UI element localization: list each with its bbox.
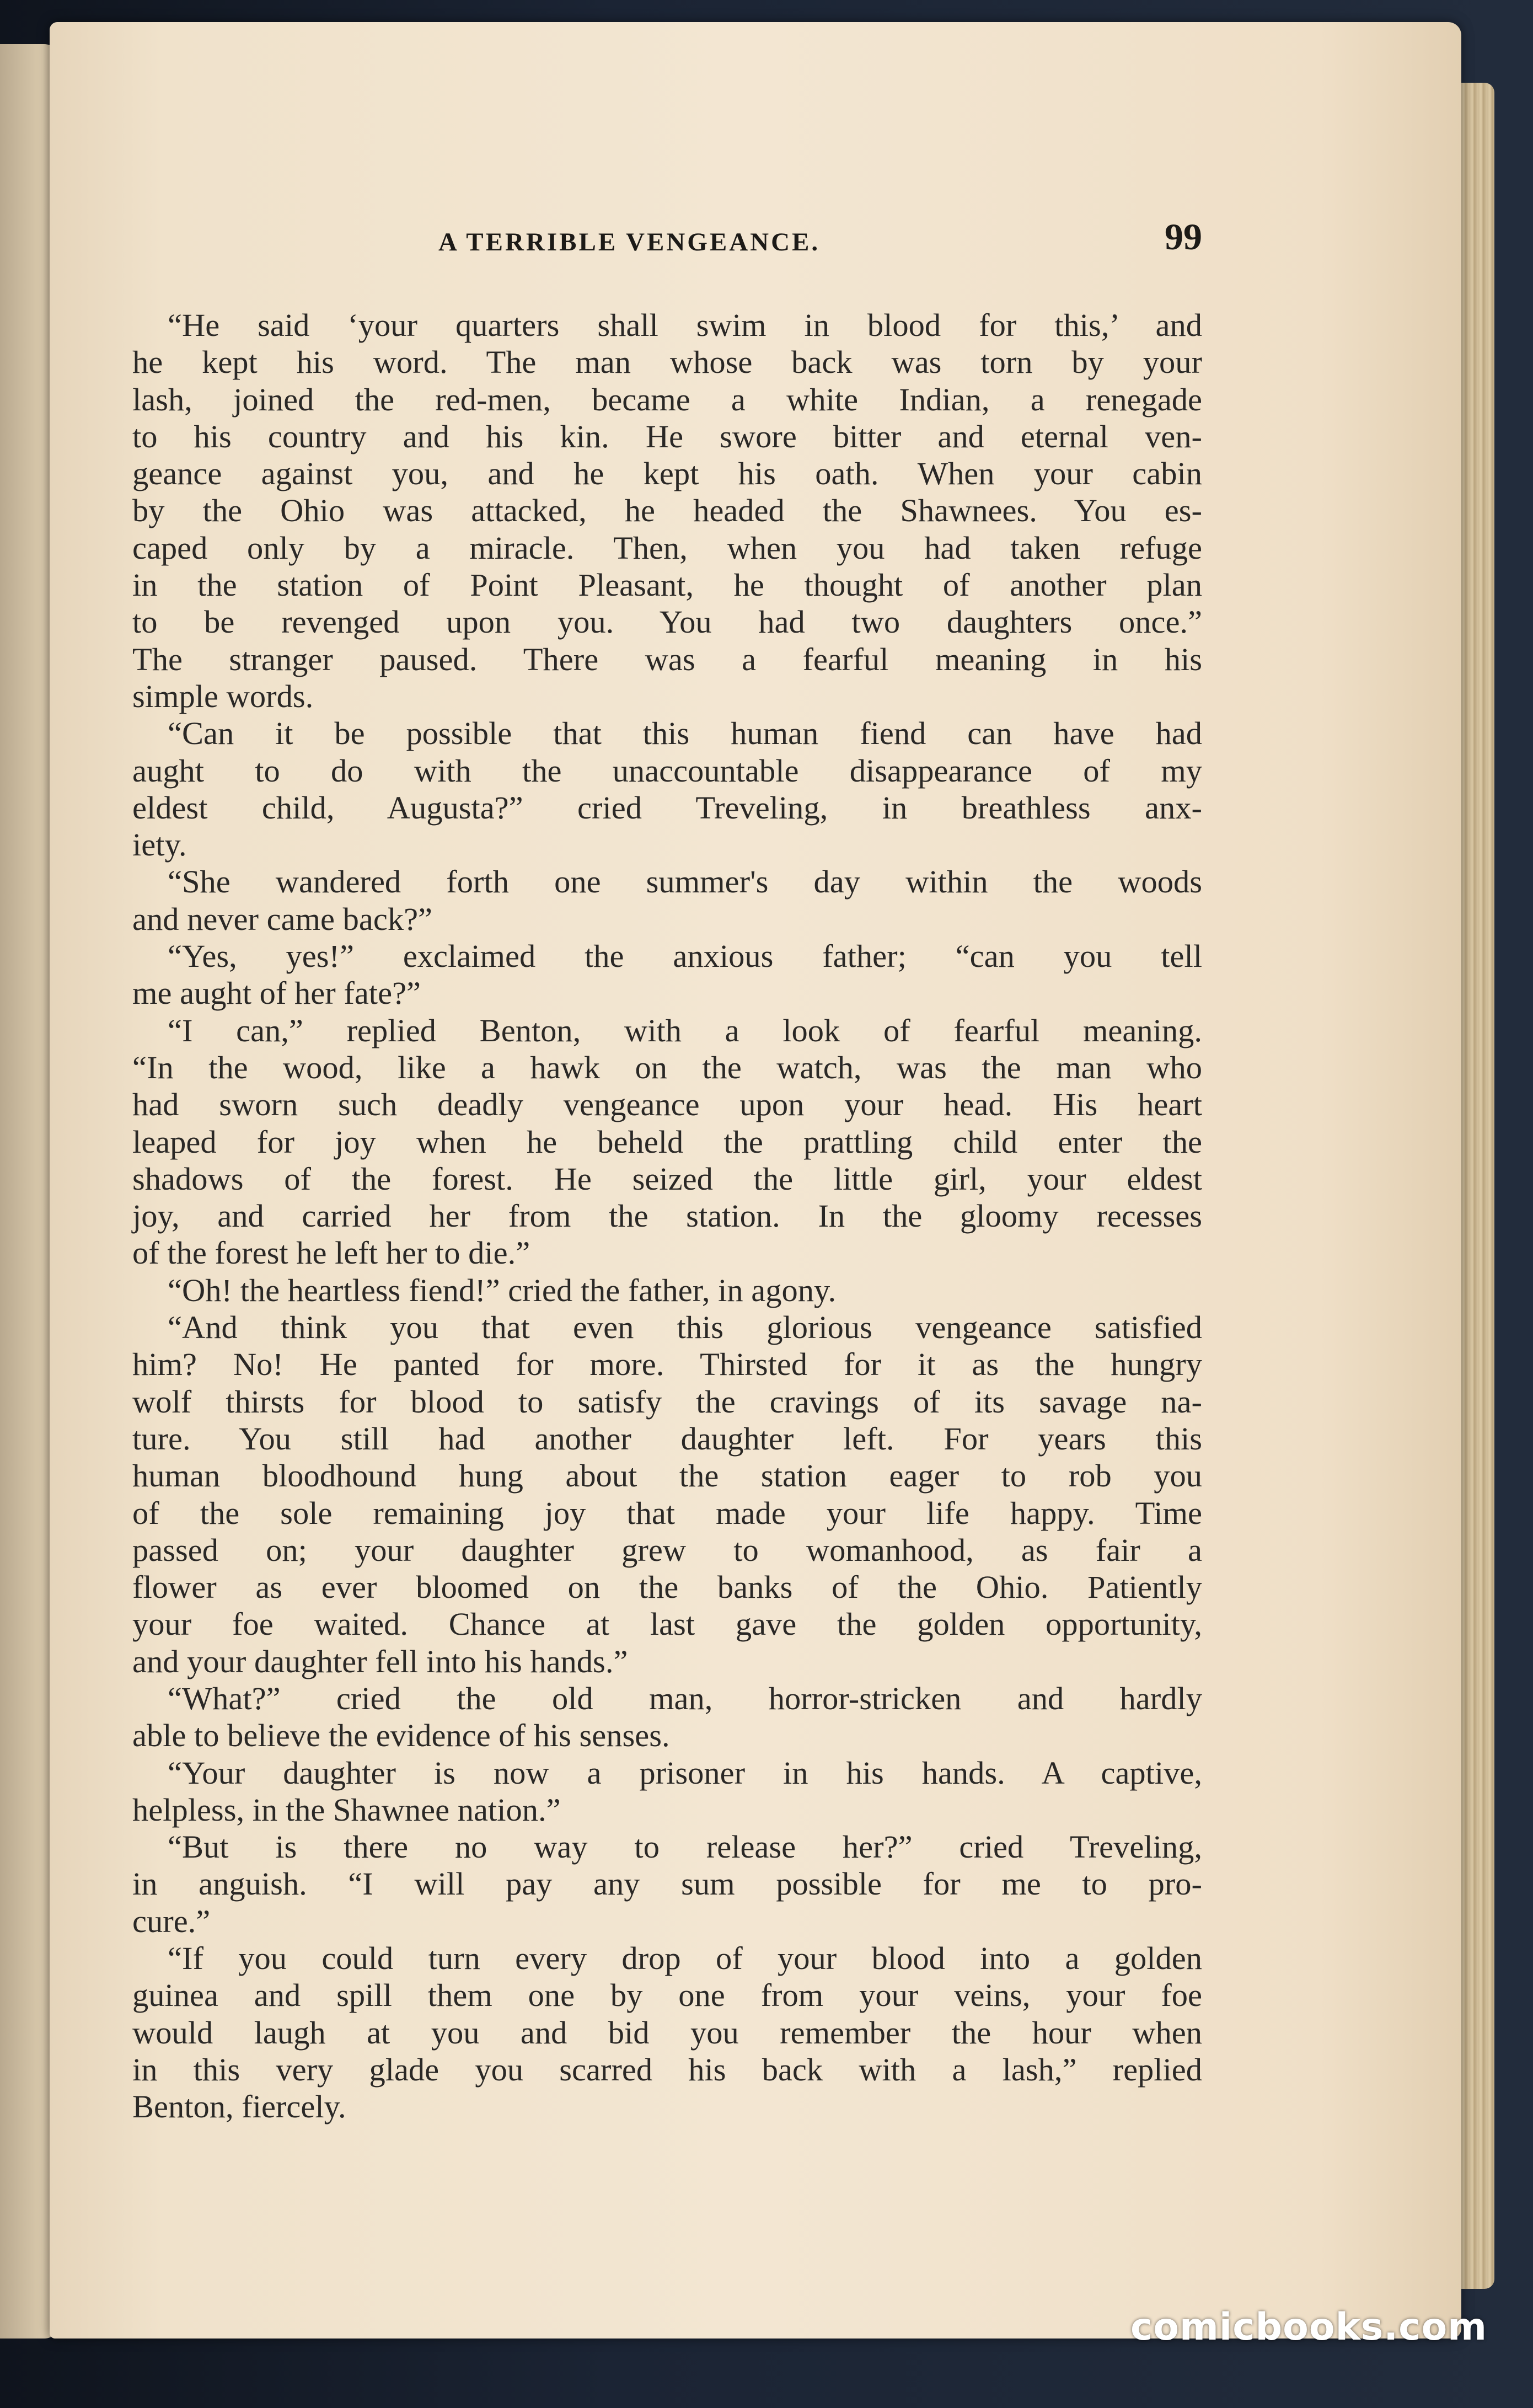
- text-line: The stranger paused. There was a fearful meaning in his: [132, 641, 1202, 677]
- text-line: guinea and spill them one by one from your veins, your foe: [132, 1977, 1202, 2014]
- running-head: A TERRIBLE VENGEANCE.: [438, 228, 821, 256]
- text-line: geance against you, and he kept his oath. When your cabin: [132, 456, 1202, 492]
- text-line: to his country and his kin. He swore bitter and eternal ven-: [132, 418, 1202, 454]
- text-line: eldest child, Augusta?” cried Treveling, in breathless anx-: [132, 789, 1202, 826]
- text-line: “I can,” replied Benton, with a look of fearful meaning.: [168, 1012, 1202, 1048]
- text-line: joy, and carried her from the station. In the gloomy recesses: [132, 1198, 1202, 1234]
- text-line: would laugh at you and bid you remember the hour when: [132, 2014, 1202, 2051]
- text-line: wolf thirsts for blood to satisfy the cravings of its savage na-: [132, 1383, 1202, 1420]
- text-line: me aught of her fate?”: [132, 975, 421, 1012]
- text-line: in anguish. “I will pay any sum possible for me to pro-: [132, 1866, 1202, 1902]
- text-line: of the sole remaining joy that made your life happy. Time: [132, 1495, 1202, 1531]
- text-line: “And think you that even this glorious vengeance satisfied: [168, 1309, 1202, 1346]
- text-line: and never came back?”: [132, 901, 433, 937]
- page-number: 99: [1165, 216, 1202, 258]
- text-line: by the Ohio was attacked, he headed the Shawnees. You es-: [132, 493, 1202, 529]
- text-line: human bloodhound hung about the station eager to rob you: [132, 1458, 1202, 1494]
- text-line: “He said ‘your quarters shall swim in blood for this,’ and: [168, 307, 1202, 343]
- text-line: in the station of Point Pleasant, he thought of another plan: [132, 567, 1202, 603]
- text-line: lash, joined the red-men, became a white Indian, a renegade: [132, 381, 1202, 418]
- text-line: able to believe the evidence of his senses.: [132, 1717, 670, 1754]
- text-line: “Yes, yes!” exclaimed the anxious father; “can you tell: [168, 938, 1202, 975]
- text-line: ture. You still had another daughter left. For years this: [132, 1420, 1202, 1457]
- text-line: “But is there no way to release her?” cried Treveling,: [168, 1829, 1202, 1865]
- text-line: “Can it be possible that this human fiend can have had: [168, 715, 1202, 752]
- text-line: him? No! He panted for more. Thirsted for it as the hungry: [132, 1346, 1202, 1383]
- text-line: had sworn such deadly vengeance upon your head. His heart: [132, 1087, 1202, 1123]
- site-watermark: comicbooks.com: [1130, 2305, 1488, 2349]
- text-line: caped only by a miracle. Then, when you had taken refuge: [132, 529, 1202, 566]
- page-header: [132, 215, 1202, 276]
- text-line: iety.: [132, 827, 187, 863]
- text-line: aught to do with the unaccountable disappearance of my: [132, 752, 1202, 789]
- text-line: to be revenged upon you. You had two daughters once.”: [132, 604, 1202, 640]
- text-line: Benton, fiercely.: [132, 2089, 346, 2125]
- text-line: helpless, in the Shawnee nation.”: [132, 1791, 561, 1828]
- text-line: he kept his word. The man whose back was torn by your: [132, 344, 1202, 381]
- text-line: “Oh! the heartless fiend!” cried the father, in agony.: [168, 1272, 837, 1308]
- text-line: in this very glade you scarred his back with a lash,” replied: [132, 2051, 1202, 2088]
- text-line: simple words.: [132, 678, 314, 714]
- text-line: “Your daughter is now a prisoner in his hands. A captive,: [168, 1754, 1202, 1791]
- text-line: flower as ever bloomed on the banks of the Ohio. Patiently: [132, 1569, 1202, 1606]
- text-line: “She wandered forth one summer's day within the woods: [168, 864, 1202, 900]
- text-line: cure.”: [132, 1903, 211, 1939]
- text-line: leaped for joy when he beheld the prattling child enter the: [132, 1123, 1202, 1160]
- text-line: passed on; your daughter grew to womanhood, as fair a: [132, 1532, 1202, 1568]
- text-line: “In the wood, like a hawk on the watch, was the man who: [132, 1049, 1202, 1085]
- text-line: “If you could turn every drop of your blood into a golden: [168, 1940, 1202, 1977]
- body-text: [132, 307, 1202, 2126]
- text-line: of the forest he left her to die.”: [132, 1235, 530, 1271]
- text-line: and your daughter fell into his hands.”: [132, 1643, 628, 1679]
- text-line: “What?” cried the old man, horror-stricken and hardly: [168, 1680, 1202, 1716]
- text-line: shadows of the forest. He seized the little girl, your eldest: [132, 1160, 1202, 1197]
- text-line: your foe waited. Chance at last gave the golden opportunity,: [132, 1606, 1202, 1642]
